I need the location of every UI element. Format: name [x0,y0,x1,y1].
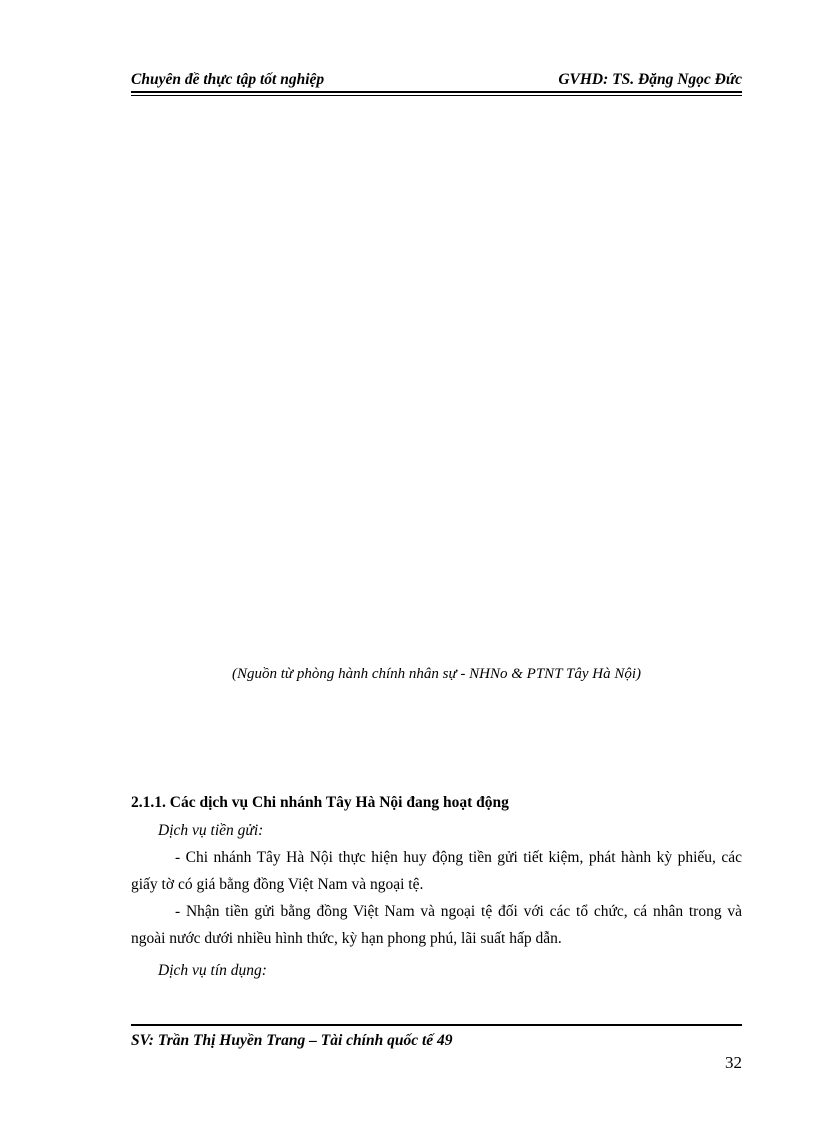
header-rule-thick [131,91,742,93]
org-chart-placeholder [131,105,742,655]
deposit-services-heading: Dịch vụ tiền gửi: [158,822,264,839]
header-document-type: Chuyên đề thực tập tốt nghiệp [131,71,325,88]
credit-services-heading: Dịch vụ tín dụng: [158,962,267,979]
figure-source-note: (Nguồn từ phòng hành chính nhân sự - NHNo & PTNT Tây Hà Nội) [231,666,642,682]
footer-rule [131,1024,742,1026]
page-number: 32 [725,1053,742,1072]
deposit-paragraph-1: - Chi nhánh Tây Hà Nội thực hiện huy động tiền gửi tiết kiệm, phát hành kỳ phiếu, các giấy tờ có giá bằng đồng Việt Nam và ngoại tệ. [131,849,742,893]
page-header [131,70,742,90]
footer-author: SV: Trần Thị Huyền Trang – Tài chính quốc tế 49 [131,1032,453,1049]
section-title: 2.1.1. Các dịch vụ Chi nhánh Tây Hà Nội đang hoạt động [131,794,509,811]
deposit-paragraph-2: - Nhận tiền gửi bằng đồng Việt Nam và ngoại tệ đối với các tổ chức, cá nhân trong và ngoài nước dưới nhiều hình thức, kỳ hạn phong phú, lãi suất hấp dẫn. [131,903,742,947]
header-supervisor: GVHD: TS. Đặng Ngọc Đức [558,71,742,88]
header-rule-thin [131,95,742,96]
